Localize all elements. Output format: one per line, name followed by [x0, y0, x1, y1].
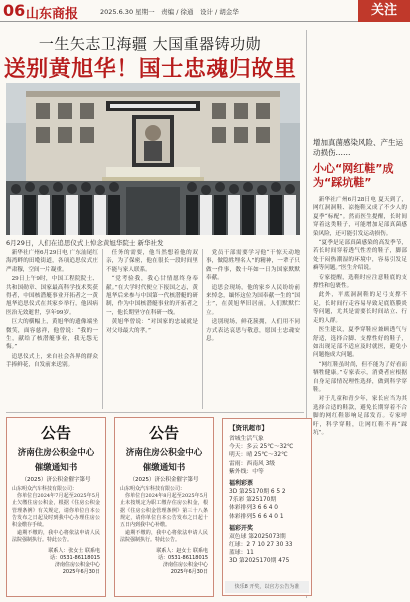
side-paragraph: 此外，平底洞洞鞋的足弓支撑不足，长时间行走容易导致足底筋膜炎等问题，尤其是需要长时间站立、行走的人群。: [313, 292, 407, 324]
lead-paragraph: 党员干部需要学习他“干惊天动地事，做隐姓埋名人”的精神，一辈子只做一件事，数十年如一日为国家默默奉献。: [206, 250, 300, 282]
weather-line: 省城生活气象: [229, 436, 264, 442]
lead-paragraph: 巨大的横幅上，黄旭华的遗像端坐微笑，面容慈祥，他曾说：“我的一生，献给了核潜艇事业，我无怨无悔。”: [6, 319, 98, 351]
weather-line: 雷雨：西南风 3级: [229, 460, 276, 467]
notice-paragraph: 逾期不缴的，我中心将依法申请人民法院强制执行。特此公告。: [120, 530, 208, 544]
lottery-title: 福彩开奖: [229, 524, 254, 532]
side-paragraph: “夏季是足部真菌感染的高发季节，若长时间穿着透气性差的鞋子，脚部处于闷热潮湿的环境中，容易引发足癣等问题。”医生介绍说。: [313, 240, 407, 272]
issue-meta: 2025.6.30 星期一 责编 / 徐通 设计 / 胡金华: [100, 8, 239, 16]
section-title: 山东商报: [26, 7, 79, 22]
lead-paragraph: 送别现场，鲜花簇拥，人们用不同方式表达哀思与敬意，愿国士忠魂安息。: [206, 319, 300, 343]
lead-paragraph: 29日上午9时，中国工程院院士、共和国勋章、国家最高科学技术奖获得者，中国核潜艇事业开拓者之一黄旭华追思仪式在其家乡举行，他因病医治无效逝世，享年99岁。: [6, 276, 98, 316]
lottery-line: 体彩排列3 6 6 4 0: [229, 505, 278, 512]
info-box-footer: 快乐8 开奖，以官方公告为准: [225, 581, 309, 593]
lottery-line: 体彩排列5 6 6 4 0 1: [229, 513, 284, 520]
lead-column-3: [206, 249, 300, 409]
lead-column-1: [6, 249, 98, 409]
side-paragraph: 医生建议，夏季穿鞋应兼顾透气与舒适，选择合脚、支撑性好的鞋子，如出现足部不适应及时就医，避免小问题拖成大问题。: [313, 327, 407, 359]
lead-paragraph: 任务的需要，他当然想着他的双亲，为了保密，他在很长一段时间里不能与家人联系。: [106, 250, 198, 273]
side-paragraph: 对于儿童和青少年，家长应当为其选择合适的鞋款，避免长期穿着不合脚的网红鞋影响足部发育。专家呼吁，科学穿鞋，让网红鞋不再“踩坑”。: [313, 396, 407, 436]
notice-title: 济南住房公积金中心: [125, 448, 203, 458]
lead-paragraph: 黄旭华曾说：“对国家的忠诚就是对父母最大的孝。”: [106, 319, 198, 334]
notice-paragraph: 逾期不缴的，我中心将依法申请人民法院强制执行。特此公告。: [12, 530, 100, 544]
column-divider: [102, 249, 103, 409]
side-story-body: [313, 196, 407, 598]
info-box: [222, 418, 312, 596]
lottery-line: 7乐彩 第25170期: [229, 497, 277, 504]
lead-paragraph: 追思会现场，他的家乡人民纷纷前来悼念，缅怀这位为国奉献一生的“国士”，在黄旭华旧居前，人们默默伫立。: [206, 284, 300, 316]
lead-paragraph: 新华社广州6月29日电 广东汕尾红海湾畔的田墘街道，各项追思仪式庄严肃穆，空间一片凝重。: [6, 250, 98, 273]
column-divider: [202, 249, 203, 409]
notice-body: [115, 486, 213, 545]
notice-body: [7, 486, 105, 545]
notice-addressee: 山东明众汽车科技有限公司：: [120, 486, 186, 492]
side-story-title: 小心“网红鞋”成为“踩坑鞋”: [313, 162, 394, 189]
lottery-line: 蓝球：11: [229, 550, 254, 557]
lead-paragraph: “党考验我，我心甘情愿终身奉献。”在大学时代便立下报国之志，黄旭华后来参与中国第一代核潜艇的研制，作为中国核潜艇事业的开拓者之一，他长期坚守在科研一线。: [106, 276, 198, 316]
notice-title: 济南住房公积金中心: [17, 448, 95, 458]
focus-section-badge: 关注: [358, 0, 410, 22]
notice-paragraph: 你单位自2024年7月起至2025年5月止欠缴住房公积金，根据《住房公积金管理条例》有关规定，请你单位自本公告发布之日起及时到我中心办理住房公积金缴存手续。: [12, 493, 100, 529]
masthead: [0, 0, 410, 22]
weather-line: 明天：晴 25℃～32℃: [229, 452, 288, 459]
weather-line: 今天：多云 25℃～32℃: [229, 444, 294, 451]
notice-heading: 公告: [40, 424, 71, 442]
notice-signature: 联系人：张女士 联系电话：0531-86118015 济南住房公积金中心 2025年6月30日: [48, 547, 100, 575]
weather-line: 紫外线：中等: [229, 468, 264, 475]
lottery-line: 3D 第2025170期 475: [229, 558, 290, 565]
memorial-photo: [6, 83, 300, 235]
lead-column-2: [106, 249, 198, 409]
notice-subtitle: 催缴通知书: [142, 463, 186, 473]
page-number: 06: [3, 1, 26, 20]
notice-heading: 公告: [148, 424, 179, 442]
lead-paragraph: 追思仪式上，来自社会各界的群众手捧鲜花，自发前来送别。: [6, 353, 98, 369]
notice-addressee: 山东明众汽车科技有限公司：: [12, 486, 78, 492]
lottery-line: 双色球 第2025073期: [229, 533, 286, 540]
notice-1: [6, 417, 106, 597]
lottery-title: 福利彩票: [229, 480, 254, 488]
lead-headline: 送别黄旭华！国士忠魂归故里: [3, 57, 297, 82]
side-paragraph: 新华社广州6月28日电 夏天到了，网红洞洞鞋、凉拖鞋又成了不少人的夏季“标配”。然而医生提醒，长时间穿着这类鞋子，可能增加足部真菌感染风险，还可能引发运动损伤。: [313, 197, 407, 237]
side-paragraph: 专家提醒，选鞋时应注意鞋底的支撑性和包裹性。: [313, 274, 407, 290]
notice-subtitle: 催缴通知书: [34, 463, 78, 473]
notice-2: [114, 417, 214, 597]
notice-paragraph: 你单位自2024年8月起至2025年5月止未按规定为职工缴存住房公积金，根据《住房公积金管理条例》第三十八条规定，请你单位自本公告发布之日起十五日内到我中心补缴。: [120, 493, 208, 529]
side-story-kicker: 增加真菌感染风险、产生运动损伤……: [313, 138, 403, 157]
lead-kicker: 一生矢志卫海疆 大国重器铸功勋: [38, 35, 262, 53]
photo-caption: 6月29日，人们在追思仪式上悼念黄旭华院士 新华社发: [6, 239, 164, 247]
side-paragraph: “网红鞋虽时尚，但不能为了好看而牺牲健康。”专家表示，消费者应根据自身足部情况理性选择，做到科学穿鞋。: [313, 361, 407, 393]
notice-signature: 联系人：赵女士 联系电话：0531-86118015 济南住房公积金中心 2025年6月30日: [156, 547, 208, 575]
info-box-heading: 【资讯超市】: [229, 424, 268, 432]
lottery-line: 3D 第25170期 6 5 2: [229, 489, 286, 496]
notice-doc-number: （2025）济公积金催字第号: [21, 477, 91, 483]
notice-doc-number: （2025）济公积金催字第号: [129, 477, 199, 483]
lottery-line: 红球：2 7 10 27 30 33: [229, 542, 293, 549]
section-divider: [6, 412, 304, 413]
